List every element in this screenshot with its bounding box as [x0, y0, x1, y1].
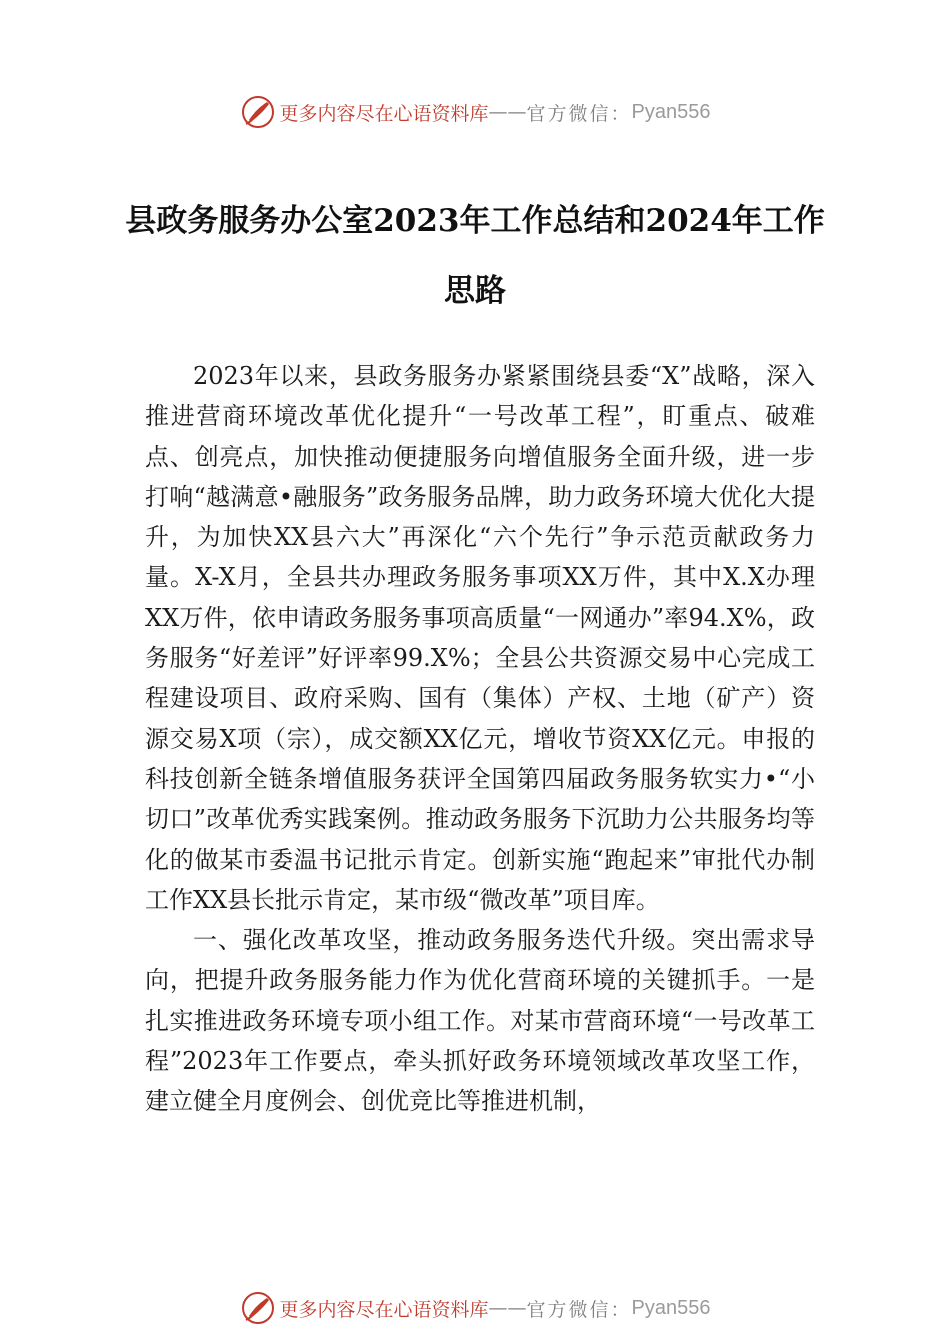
watermark-official-label: 官方微信： — [526, 1298, 632, 1321]
pen-nib-logo-icon — [240, 94, 276, 130]
watermark-footer — [0, 1288, 950, 1328]
watermark-separator: —— — [488, 1297, 527, 1319]
watermark-text: 更多内容尽在心语资料库 — [279, 102, 489, 125]
document-title: 县政务服务办公室2023年工作总结和2024年工作思路 — [125, 203, 825, 309]
watermark-text: 更多内容尽在心语资料库 — [279, 1298, 489, 1321]
body-paragraph: 一、强化改革攻坚，推动政务服务迭代升级。突出需求导向，把提升政务服务能力作为优化营商环境的关键抓手。一是扎实推进政务环境专项小组工作。对某市营商环境“一号改革工程”2023年工作要点，牵头抓好政务环境领域改革攻坚工作，建立健全月度例会、创优竞比等推进机制， — [145, 926, 815, 1116]
body-paragraph: 2023年以来，县政务服务办紧紧围绕县委“X”战略，深入推进营商环境改革优化提升“一号改革工程”，盯重点、破难点、创亮点，加快推动便捷服务向增值服务全面升级，进一步打响“越满意•融服务”政务服务品牌，助力政务环境大优化大提升，为加快XX县六大”再深化“六个先行”争示范贡献政务力量。X-X月，全县共办理政务服务事项XX万件，其中X.X办理XX万件，依申请政务服务事项高质量“一网通办”率94.X%，政务服务“好差评”好评率99.X%；全县公共资源交易中心完成工程建设项目、政府采购、国有（集体）产权、土地（矿产）资源交易X项（宗），成交额XX亿元，增收节资XX亿元。申报的科技创新全链条增值服务获评全国第四届政务服务软实力•“小切口”改革优秀实践案例。推动政务服务下沉助力公共服务均等化的做某市委温书记批示肯定。创新实施“跑起来”审批代办制工作XX县长批示肯定，某市级“微改革”项目库。 — [145, 362, 815, 914]
watermark-header — [0, 92, 950, 132]
watermark-wechat-id: Pyan556 — [631, 100, 711, 123]
pen-nib-logo-icon — [240, 1290, 276, 1326]
watermark-wechat-id: Pyan556 — [631, 1296, 711, 1319]
watermark-official-label: 官方微信： — [526, 102, 632, 125]
document-body — [145, 356, 815, 1122]
watermark-separator: —— — [488, 101, 527, 123]
